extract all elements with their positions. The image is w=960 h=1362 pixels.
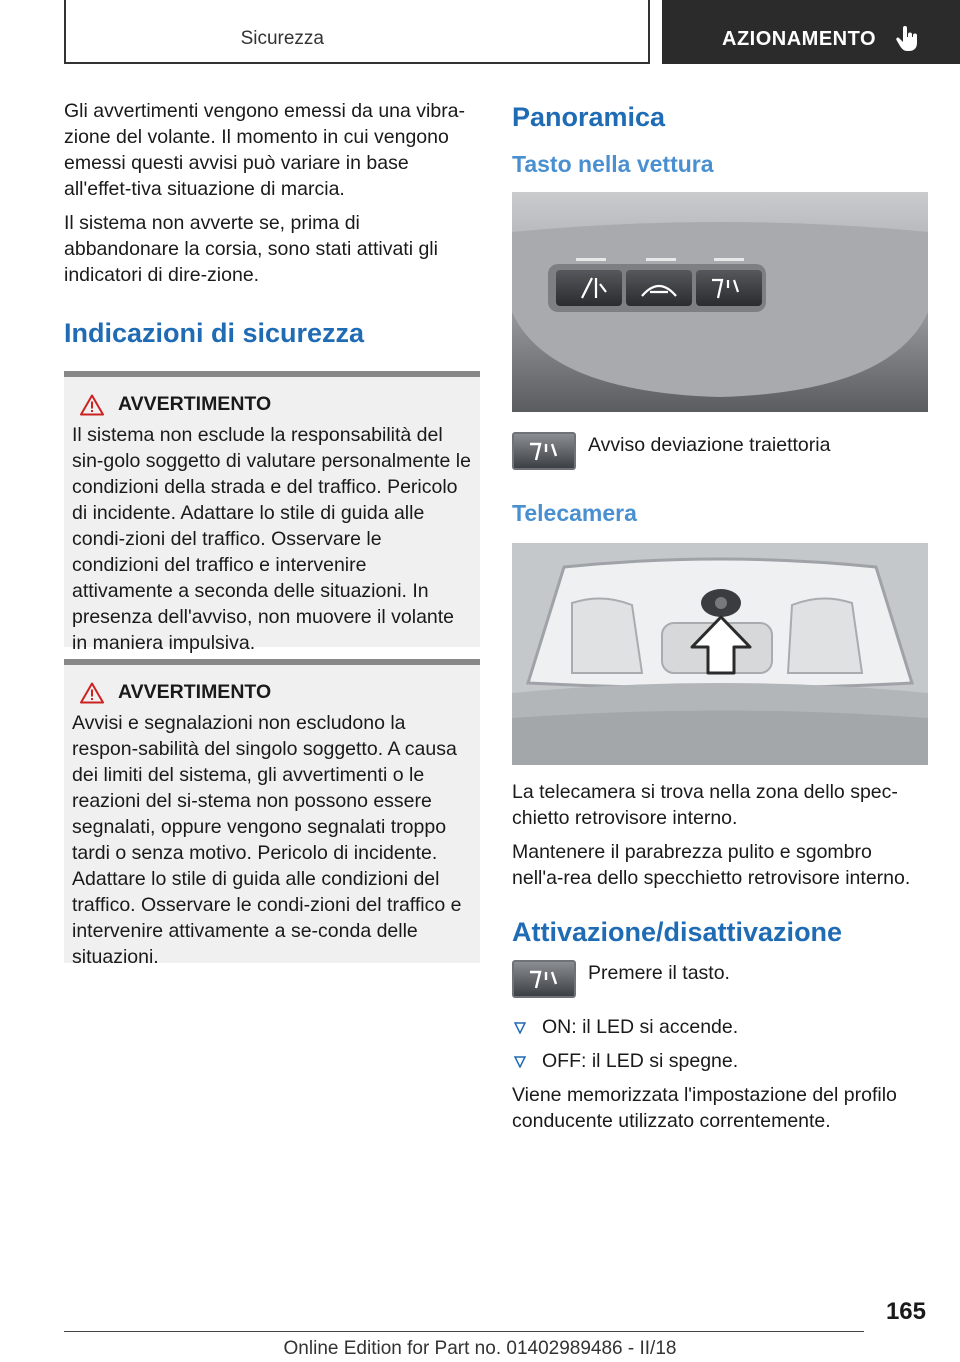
button-panel-photo xyxy=(512,192,928,412)
button-heading: Tasto nella vettura xyxy=(512,151,714,177)
footer-edition: Online Edition for Part no. 01402989486 - II/18 xyxy=(283,1338,677,1359)
triangle-bullet-icon xyxy=(514,1056,526,1068)
warning-title-2 xyxy=(72,681,472,704)
activation-list xyxy=(512,1014,928,1074)
camera-paragraph-2: Mantenere il parabrezza pulito e sgombro nell'a-rea dello specchietto retrovisore interno. xyxy=(512,841,911,889)
activation-instruction-row xyxy=(512,960,928,998)
list-item-text: OFF: il LED si spegne. xyxy=(542,1050,739,1072)
intro-paragraph-1: Gli avvertimenti vengono emessi da una vibra-zione del volante. Il momento in cui vengono emessi questi avvisi può variare in base all'effet-tiva situazione di marcia. xyxy=(64,100,466,200)
warning-box-2 xyxy=(64,659,480,968)
right-column xyxy=(512,98,928,1142)
camera-heading: Telecamera xyxy=(512,500,637,526)
header-chapter-title: AZIONAMENTO xyxy=(722,28,877,50)
warning-title-1 xyxy=(72,393,472,416)
warning-title-text-1: AVVERTIMENTO xyxy=(118,393,272,415)
warning-title-text-2: AVVERTIMENTO xyxy=(118,681,272,703)
lane-departure-warning-icon xyxy=(512,432,576,470)
activation-instruction: Premere il tasto. xyxy=(588,962,730,984)
left-column xyxy=(64,98,480,968)
footer-divider xyxy=(64,1331,864,1332)
page-number: 165 xyxy=(885,1298,926,1325)
activation-note: Viene memorizzata l'impostazione del profilo conducente utilizzato correntemente. xyxy=(512,1084,897,1132)
lane-departure-warning-icon xyxy=(512,960,576,998)
header-section-title: Sicurezza xyxy=(240,28,324,49)
safety-heading: Indicazioni di sicurezza xyxy=(64,318,365,348)
warning-text-2: Avvisi e segnalazioni non escludono la respon-sabilità del singolo soggetto. A causa dei limiti del sistema, gli avvertimenti o le reazioni del si-stema non possono essere segnalati, oppure vengono segnalati troppo tardi o senza motivo. Pericolo di incidente. Adattare lo stile di guida alle condizioni del traffico. Osservare le condi-zioni del traffico e intervenire attivamente a se-conda delle situazioni. xyxy=(72,712,462,968)
list-item xyxy=(512,1048,928,1074)
camera-paragraph-1: La telecamera si trova nella zona dello spec-chietto retrovisore interno. xyxy=(512,781,898,829)
camera-photo xyxy=(512,543,928,765)
warning-triangle-icon xyxy=(80,394,104,416)
overview-heading: Panoramica xyxy=(512,102,666,132)
list-item-text: ON: il LED si accende. xyxy=(542,1016,739,1038)
intro-paragraph-2: Il sistema non avverte se, prima di abbandonare la corsia, sono stati attivati gli indicatori di dire-zione. xyxy=(64,212,438,286)
button-legend xyxy=(512,432,928,470)
button-caption: Avviso deviazione traiettoria xyxy=(588,434,831,456)
list-item xyxy=(512,1014,928,1040)
warning-text-1: Il sistema non esclude la responsabilità del sin-golo soggetto di valutare personalmente le condizioni della strada e del traffico. Pericolo di incidente. Adattare lo stile di guida alle condi-zioni del traffico. Osservare le condizioni del traffico e intervenire attivamente a seconda delle situazioni. In presenza dell'avviso, non muovere il volante in maniera impulsiva. xyxy=(72,424,471,654)
activation-heading: Attivazione/disattivazione xyxy=(512,917,843,947)
triangle-bullet-icon xyxy=(514,1022,526,1034)
header-chapter-tab xyxy=(662,0,960,64)
hand-pointer-icon xyxy=(896,26,920,52)
header-section-box xyxy=(64,0,650,64)
warning-triangle-icon xyxy=(80,682,104,704)
warning-box-1 xyxy=(64,371,480,654)
